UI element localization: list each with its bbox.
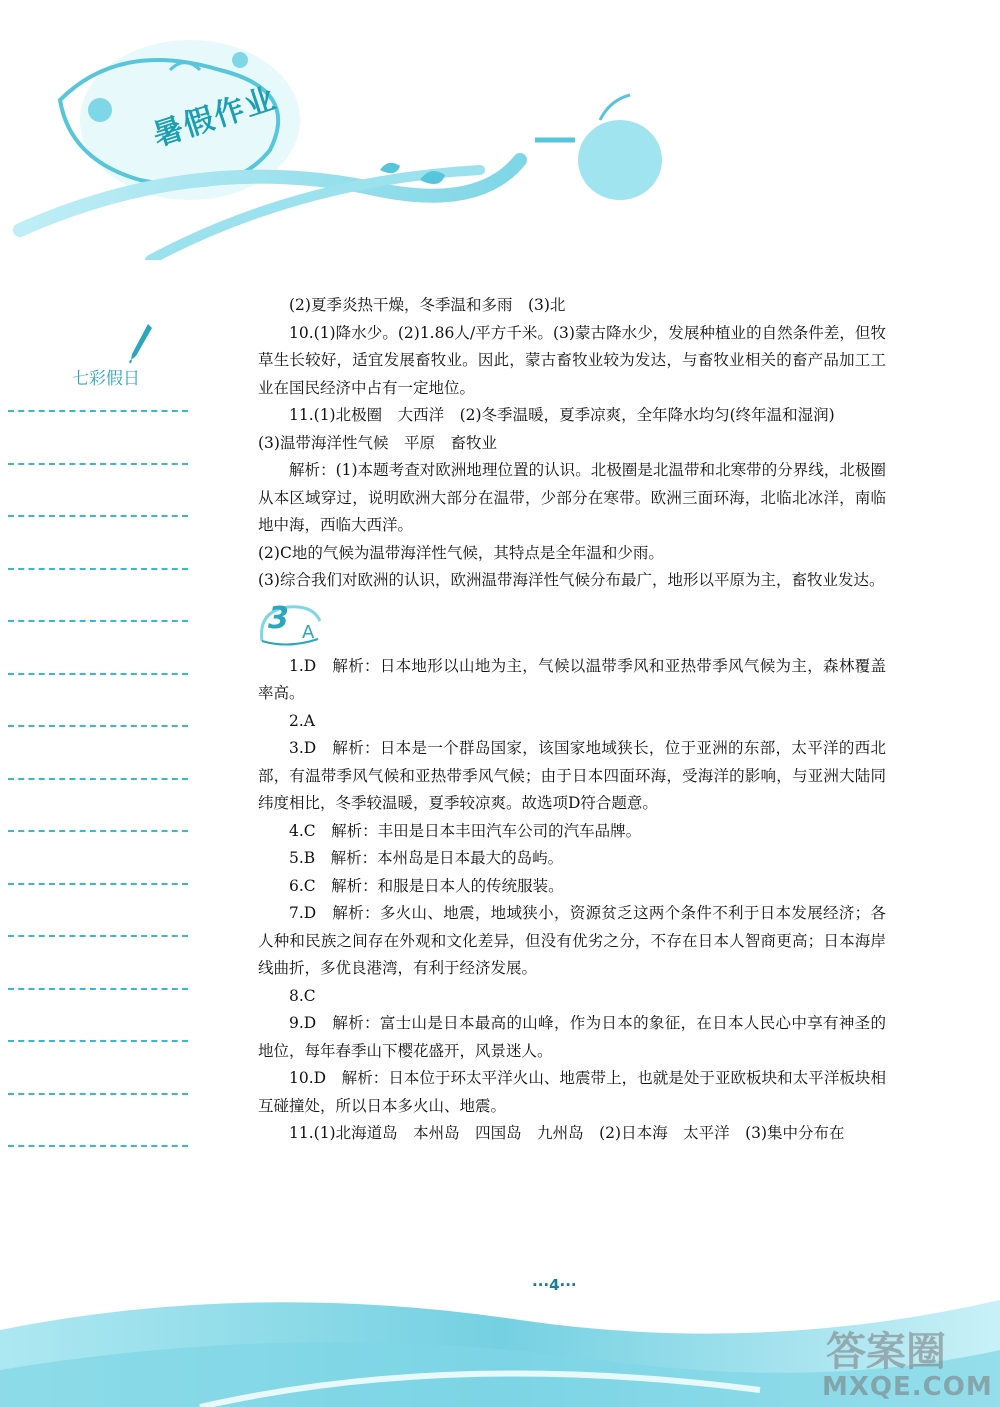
answer-paragraph: 9.D 解析：富士山是日本最高的山峰，作为日本的象征，在日本人民心中享有神圣的地位，每年春季山下樱花盛开，风景迷人。 <box>258 1014 886 1060</box>
note-dash-line <box>8 725 188 727</box>
header-title: 暑假作业 <box>148 80 282 154</box>
note-dash-line <box>8 463 188 465</box>
answer-paragraph: (2)C地的气候为温带海洋性气候，其特点是全年温和少雨。 <box>258 543 664 562</box>
section-letter: A <box>302 621 315 643</box>
answer-paragraph: 2.A <box>289 711 315 730</box>
answer-paragraph: 1.D 解析：日本地形以山地为主，气候以温带季风和亚热带季风气候为主，森林覆盖率高。 <box>258 656 886 702</box>
answer-paragraph: 5.B 解析：本州岛是日本最大的岛屿。 <box>289 849 564 867</box>
note-dash-line <box>8 778 188 780</box>
section-number: 3 <box>268 600 289 636</box>
note-dash-line <box>8 1145 188 1147</box>
answer-paragraph: 10.(1)降水少。(2)1.86人/平方千米。(3)蒙古降水少，发展种植业的自然条件差，但牧草生长较好，适宜发展畜牧业。因此，蒙古畜牧业较为发达，与畜牧业相关的畜产品加工工业在国民经济中占有一定地位。 <box>258 323 886 397</box>
answer-paragraph: 7.D 解析：多火山、地震，地域狭小，资源贫乏这两个条件不利于日本发展经济；各人种和民族之间存在外观和文化差异，但没有优劣之分，不存在日本人智商更高；日本海岸线曲折，多优良港湾，有利于经济发展。 <box>258 904 886 977</box>
paragraphs-top <box>258 292 886 595</box>
note-dash-line <box>8 830 188 832</box>
answer-paragraph: (3)综合我们对欧洲的认识，欧洲温带海洋性气候分布最广，地形以平原为主，畜牧业发达。 <box>258 571 885 589</box>
note-dash-line <box>8 568 188 570</box>
note-dash-line <box>8 673 188 675</box>
note-dash-line <box>8 515 188 517</box>
watermark-url: MXQE.COM <box>822 1372 993 1402</box>
note-dash-line <box>8 410 188 412</box>
answer-paragraph: 解析：(1)本题考查对欧洲地理位置的认识。北极圈是北温带和北寒带的分界线，北极圈从本区域穿过，说明欧洲大部分在温带，少部分在寒带。欧洲三面环海，北临北冰洋，南临地中海，西临大西洋。 <box>258 461 886 534</box>
sidebar-label: 七彩假日 <box>72 369 140 389</box>
note-dash-line <box>8 988 188 990</box>
answer-paragraph: 3.D 解析：日本是一个群岛国家，该国家地域狭长，位于亚洲的东部，太平洋的西北部，有温带季风气候和亚热带季风气候；由于日本四面环海，受海洋的影响，与亚洲大陆同纬度相比，冬季较温暖，夏季较凉爽。故选项D符合题意。 <box>258 739 886 812</box>
answer-content <box>258 292 886 1148</box>
answer-paragraph: (3)温带海洋性气候 平原 畜牧业 <box>258 433 497 452</box>
pen-icon <box>128 322 154 364</box>
watermark-logo-text: 答案圈 <box>826 1329 946 1375</box>
paragraphs-bottom <box>258 653 886 1148</box>
answer-paragraph: (2)夏季炎热干燥，冬季温和多雨 (3)北 <box>289 296 566 314</box>
page-number: ···4··· <box>532 1276 577 1294</box>
note-dash-line <box>8 1093 188 1095</box>
note-dash-line <box>8 883 188 885</box>
header-decoration <box>0 0 700 260</box>
answer-paragraph: 11.(1)北海道岛 本州岛 四国岛 九州岛 (2)日本海 太平洋 (3)集中分布在 <box>289 1124 845 1142</box>
section-badge <box>258 601 886 649</box>
answer-paragraph: 10.D 解析：日本位于环太平洋火山、地震带上，也就是处于亚欧板块和太平洋板块相互碰撞处，所以日本多火山、地震。 <box>258 1069 886 1115</box>
answer-paragraph: 8.C <box>289 986 316 1005</box>
answer-paragraph: 4.C 解析：丰田是日本丰田汽车公司的汽车品牌。 <box>289 821 642 840</box>
answer-paragraph: 6.C 解析：和服是日本人的传统服装。 <box>289 876 564 895</box>
note-dash-line <box>8 1040 188 1042</box>
answer-paragraph: 11.(1)北极圈 大西洋 (2)冬季温暖，夏季凉爽，全年降水均匀(终年温和湿润) <box>289 406 835 424</box>
note-dash-line <box>8 935 188 937</box>
note-dash-line <box>8 620 188 622</box>
